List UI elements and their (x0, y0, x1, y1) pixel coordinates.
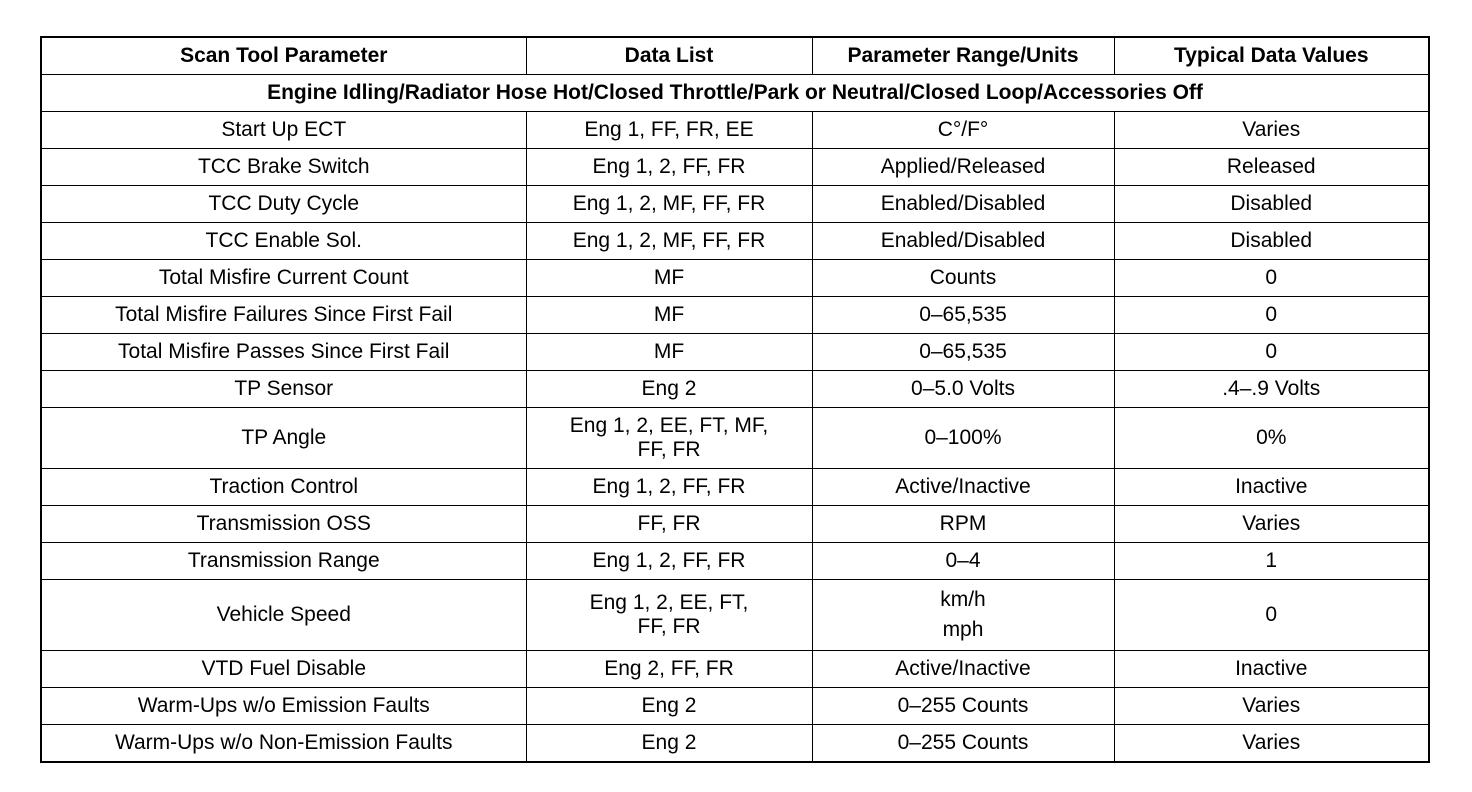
cell-data-list-line: FF, FR (637, 438, 701, 461)
cell-parameter: Traction Control (41, 469, 526, 506)
cell-parameter: Vehicle Speed (41, 580, 526, 651)
cell-data-list-line: Eng 1, 2, EE, FT, (589, 591, 749, 614)
cell-typical: Disabled (1114, 186, 1429, 223)
cell-range-units: 0–65,535 (812, 297, 1114, 334)
cell-range-units-line: mph (942, 618, 984, 641)
table-row (41, 543, 1429, 580)
cell-parameter: Transmission OSS (41, 506, 526, 543)
condition-text: Engine Idling/Radiator Hose Hot/Closed Throttle/Park or Neutral/Closed Loop/Accessories Off (41, 75, 1429, 112)
table-row (41, 651, 1429, 688)
table-row (41, 297, 1429, 334)
cell-data-list (526, 408, 812, 469)
table-row (41, 506, 1429, 543)
header-range-units: Parameter Range/Units (812, 37, 1114, 75)
cell-range-units: Counts (812, 260, 1114, 297)
cell-range-units: Enabled/Disabled (812, 223, 1114, 260)
cell-range-units: Active/Inactive (812, 651, 1114, 688)
cell-range-units (812, 580, 1114, 651)
cell-data-list-line: FF, FR (637, 615, 701, 638)
header-parameter: Scan Tool Parameter (41, 37, 526, 75)
header-row (41, 37, 1429, 75)
cell-parameter: TCC Duty Cycle (41, 186, 526, 223)
cell-parameter: Warm-Ups w/o Non-Emission Faults (41, 725, 526, 763)
table-row (41, 469, 1429, 506)
cell-data-list: Eng 2 (526, 688, 812, 725)
cell-range-units-line: km/h (940, 588, 986, 611)
cell-typical: 0 (1114, 297, 1429, 334)
cell-data-list: MF (526, 260, 812, 297)
table-row (41, 260, 1429, 297)
cell-data-list: MF (526, 334, 812, 371)
cell-typical: Varies (1114, 688, 1429, 725)
cell-data-list-line: Eng 1, 2, EE, FT, MF, (569, 414, 769, 437)
cell-data-list: Eng 1, 2, FF, FR (526, 543, 812, 580)
cell-data-list: Eng 1, 2, MF, FF, FR (526, 186, 812, 223)
cell-range-units: Applied/Released (812, 149, 1114, 186)
header-data-list: Data List (526, 37, 812, 75)
cell-typical: 1 (1114, 543, 1429, 580)
cell-data-list: Eng 2 (526, 371, 812, 408)
cell-typical: 0 (1114, 334, 1429, 371)
cell-data-list: Eng 1, 2, MF, FF, FR (526, 223, 812, 260)
table-row (41, 580, 1429, 651)
cell-typical: Varies (1114, 725, 1429, 763)
table-row (41, 371, 1429, 408)
cell-typical: Disabled (1114, 223, 1429, 260)
table-row (41, 725, 1429, 763)
cell-data-list: MF (526, 297, 812, 334)
cell-typical: Varies (1114, 506, 1429, 543)
cell-range-units: C°/F° (812, 112, 1114, 149)
cell-data-list: Eng 1, 2, FF, FR (526, 469, 812, 506)
cell-typical: 0 (1114, 580, 1429, 651)
cell-data-list: Eng 1, 2, FF, FR (526, 149, 812, 186)
cell-parameter: TCC Enable Sol. (41, 223, 526, 260)
cell-range-units: 0–65,535 (812, 334, 1114, 371)
cell-data-list: Eng 1, FF, FR, EE (526, 112, 812, 149)
cell-parameter: Start Up ECT (41, 112, 526, 149)
scan-tool-data-table (40, 36, 1430, 763)
cell-range-units: 0–4 (812, 543, 1114, 580)
cell-parameter: Transmission Range (41, 543, 526, 580)
cell-typical: Varies (1114, 112, 1429, 149)
table-row (41, 408, 1429, 469)
cell-parameter: VTD Fuel Disable (41, 651, 526, 688)
cell-parameter: Total Misfire Failures Since First Fail (41, 297, 526, 334)
cell-parameter: Warm-Ups w/o Emission Faults (41, 688, 526, 725)
cell-data-list: Eng 2, FF, FR (526, 651, 812, 688)
cell-typical: Inactive (1114, 469, 1429, 506)
cell-range-units: Active/Inactive (812, 469, 1114, 506)
cell-range-units: 0–5.0 Volts (812, 371, 1114, 408)
table-row (41, 334, 1429, 371)
cell-typical: 0% (1114, 408, 1429, 469)
cell-data-list: Eng 2 (526, 725, 812, 763)
cell-parameter: Total Misfire Passes Since First Fail (41, 334, 526, 371)
table-row (41, 223, 1429, 260)
cell-range-units: 0–100% (812, 408, 1114, 469)
cell-typical: .4–.9 Volts (1114, 371, 1429, 408)
table-row (41, 186, 1429, 223)
cell-parameter: TP Sensor (41, 371, 526, 408)
cell-data-list (526, 580, 812, 651)
cell-data-list: FF, FR (526, 506, 812, 543)
cell-parameter: TCC Brake Switch (41, 149, 526, 186)
cell-range-units: 0–255 Counts (812, 688, 1114, 725)
cell-range-units: RPM (812, 506, 1114, 543)
header-typical-values: Typical Data Values (1114, 37, 1429, 75)
table-row (41, 149, 1429, 186)
cell-range-units: Enabled/Disabled (812, 186, 1114, 223)
table-row (41, 688, 1429, 725)
cell-typical: Inactive (1114, 651, 1429, 688)
cell-range-units: 0–255 Counts (812, 725, 1114, 763)
cell-typical: Released (1114, 149, 1429, 186)
cell-typical: 0 (1114, 260, 1429, 297)
cell-parameter: Total Misfire Current Count (41, 260, 526, 297)
table-row (41, 112, 1429, 149)
cell-parameter: TP Angle (41, 408, 526, 469)
condition-row (41, 75, 1429, 112)
